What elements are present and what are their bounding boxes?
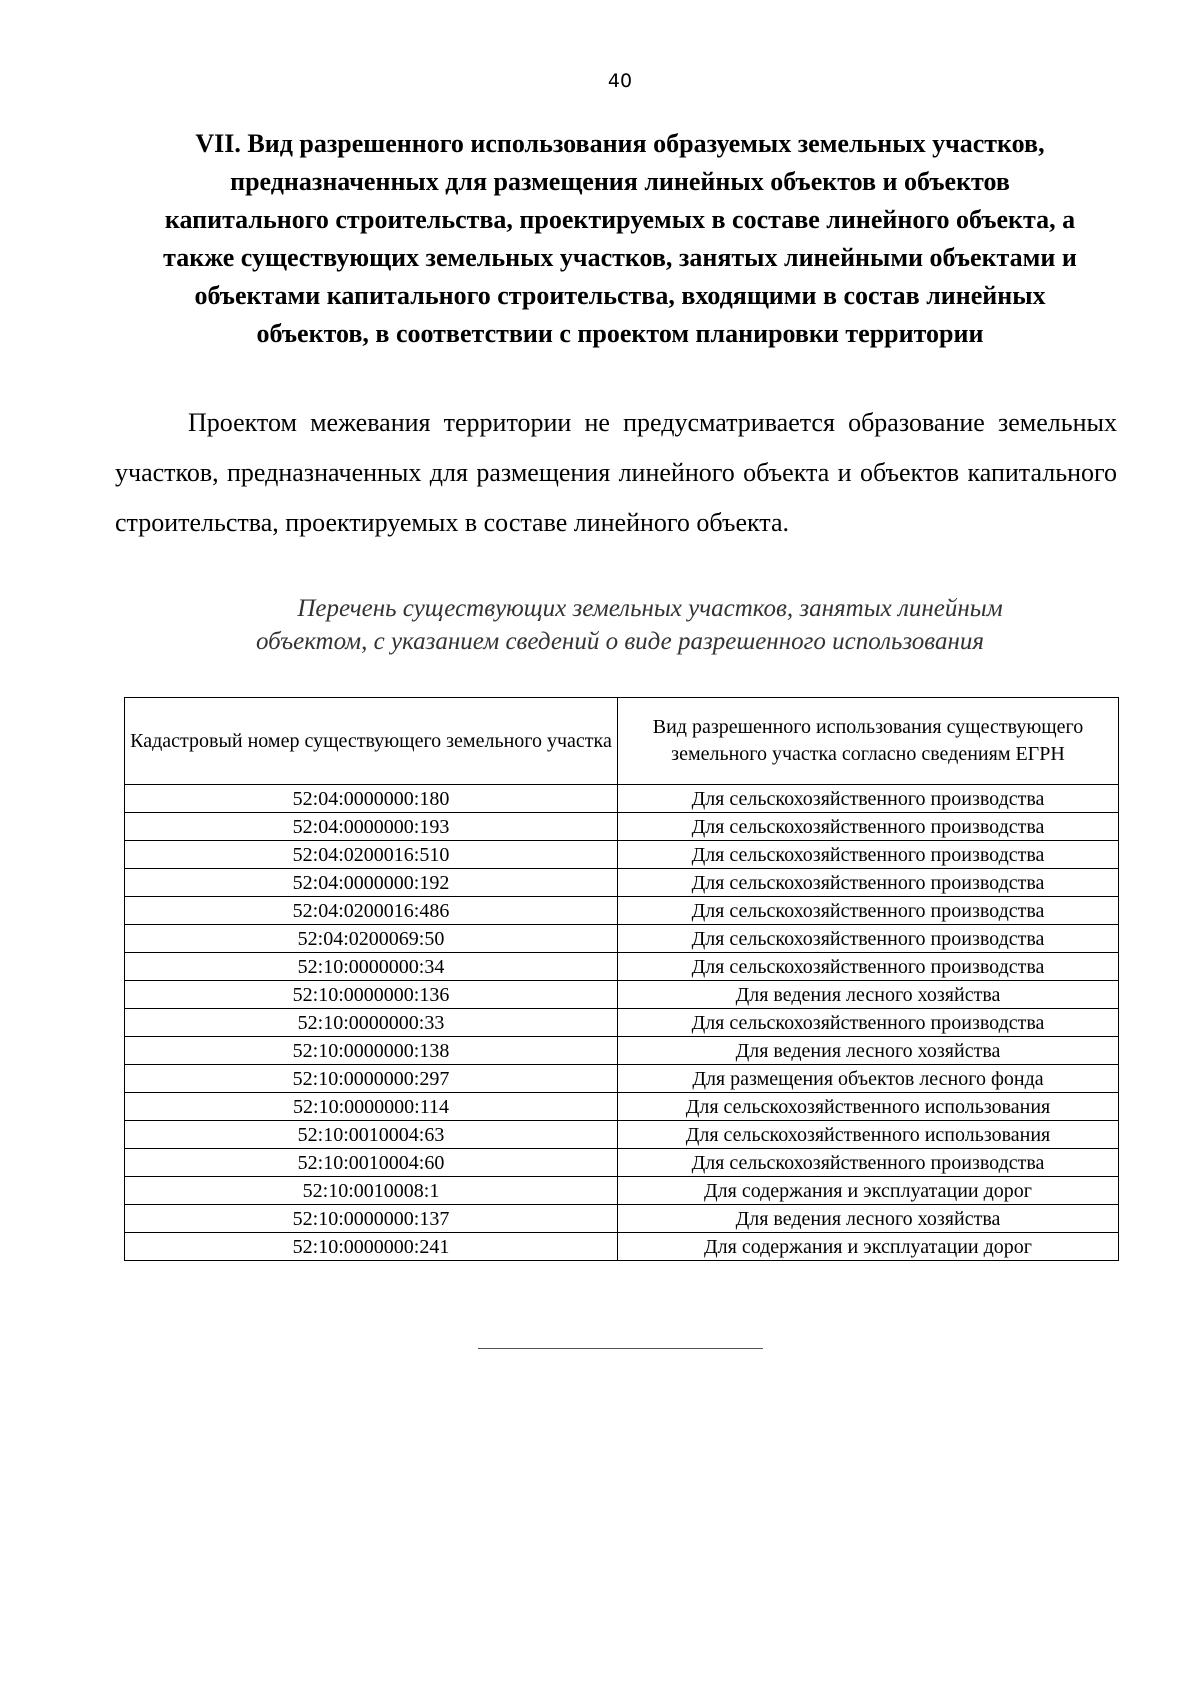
cadastral-number-cell: 52:04:0200016:486 — [125, 897, 618, 925]
permitted-use-cell: Для сельскохозяйственного производства — [618, 1149, 1119, 1177]
cadastral-number-cell: 52:10:0010004:60 — [125, 1149, 618, 1177]
cadastral-number-cell: 52:04:0200069:50 — [125, 925, 618, 953]
table-row — [125, 953, 1119, 981]
section-heading — [100, 125, 1140, 353]
body-paragraph: Проектом межевания территории не предусматривается образование земельных участков, предназначенных для размещения линейного объекта и объектов капитального строительства, проектируемых в составе линейного объекта. — [115, 408, 1117, 537]
section-heading-line: объектов, в соответствии с проектом планировки территории — [256, 319, 984, 348]
cadastral-number-cell: 52:10:0000000:114 — [125, 1093, 618, 1121]
permitted-use-cell: Для размещения объектов лесного фонда — [618, 1065, 1119, 1093]
table-caption-line: Перечень существующих земельных участков, занятых линейным — [297, 595, 1003, 622]
permitted-use-cell: Для ведения лесного хозяйства — [618, 1205, 1119, 1233]
cadastral-number-cell: 52:10:0000000:33 — [125, 1009, 618, 1037]
table-caption — [100, 592, 1140, 658]
cadastral-number-cell: 52:04:0000000:193 — [125, 813, 618, 841]
permitted-use-cell: Для сельскохозяйственного производства — [618, 1009, 1119, 1037]
permitted-use-cell: Для сельскохозяйственного производства — [618, 953, 1119, 981]
section-heading-line: объектами капитального строительства, входящими в состав линейных — [194, 281, 1046, 310]
permitted-use-cell: Для содержания и эксплуатации дорог — [618, 1177, 1119, 1205]
parcels-table — [124, 697, 1119, 1261]
table-row — [125, 1149, 1119, 1177]
permitted-use-cell: Для ведения лесного хозяйства — [618, 981, 1119, 1009]
section-heading-line: VII. Вид разрешенного использования образуемых земельных участков, — [195, 129, 1045, 158]
table-row — [125, 1037, 1119, 1065]
cadastral-number-cell: 52:10:0000000:241 — [125, 1233, 618, 1261]
table-row — [125, 813, 1119, 841]
cadastral-number-cell: 52:10:0000000:138 — [125, 1037, 618, 1065]
table-row — [125, 1009, 1119, 1037]
table-row — [125, 925, 1119, 953]
permitted-use-cell: Для сельскохозяйственного производства — [618, 897, 1119, 925]
cadastral-number-cell: 52:04:0200016:510 — [125, 841, 618, 869]
cadastral-number-cell: 52:10:0010004:63 — [125, 1121, 618, 1149]
table-header-row — [125, 698, 1119, 785]
header-permitted-use: Вид разрешенного использования существующего земельного участка согласно сведениям ЕГРН — [618, 698, 1119, 785]
closing-rule — [478, 1348, 763, 1349]
section-heading-line: также существующих земельных участков, занятых линейными объектами и — [163, 243, 1077, 272]
permitted-use-cell: Для сельскохозяйственного производства — [618, 925, 1119, 953]
table-row — [125, 1065, 1119, 1093]
permitted-use-cell: Для сельскохозяйственного производства — [618, 841, 1119, 869]
cadastral-number-cell: 52:10:0000000:136 — [125, 981, 618, 1009]
permitted-use-cell: Для сельскохозяйственного производства — [618, 785, 1119, 813]
cadastral-number-cell: 52:10:0010008:1 — [125, 1177, 618, 1205]
section-heading-line: капитального строительства, проектируемых в составе линейного объекта, а — [164, 205, 1076, 234]
page-number: 40 — [607, 70, 633, 92]
permitted-use-cell: Для ведения лесного хозяйства — [618, 1037, 1119, 1065]
cadastral-number-cell: 52:10:0000000:137 — [125, 1205, 618, 1233]
table-row — [125, 1205, 1119, 1233]
table-row — [125, 1233, 1119, 1261]
table-caption-line: объектом, с указанием сведений о виде разрешенного использования — [256, 628, 984, 655]
permitted-use-cell: Для сельскохозяйственного производства — [618, 813, 1119, 841]
section-heading-line: предназначенных для размещения линейных объектов и объектов — [230, 167, 1010, 196]
cadastral-number-cell: 52:10:0000000:34 — [125, 953, 618, 981]
header-cadastral-number: Кадастровый номер существующего земельного участка — [125, 698, 618, 785]
table-body — [125, 785, 1119, 1261]
table-row — [125, 1121, 1119, 1149]
permitted-use-cell: Для сельскохозяйственного производства — [618, 869, 1119, 897]
table-row — [125, 785, 1119, 813]
table-row — [125, 1093, 1119, 1121]
table-row — [125, 841, 1119, 869]
permitted-use-cell: Для содержания и эксплуатации дорог — [618, 1233, 1119, 1261]
table-row — [125, 869, 1119, 897]
cadastral-number-cell: 52:10:0000000:297 — [125, 1065, 618, 1093]
cadastral-number-cell: 52:04:0000000:192 — [125, 869, 618, 897]
table-row — [125, 1177, 1119, 1205]
permitted-use-cell: Для сельскохозяйственного использования — [618, 1121, 1119, 1149]
table-row — [125, 897, 1119, 925]
table-row — [125, 981, 1119, 1009]
cadastral-number-cell: 52:04:0000000:180 — [125, 785, 618, 813]
permitted-use-cell: Для сельскохозяйственного использования — [618, 1093, 1119, 1121]
